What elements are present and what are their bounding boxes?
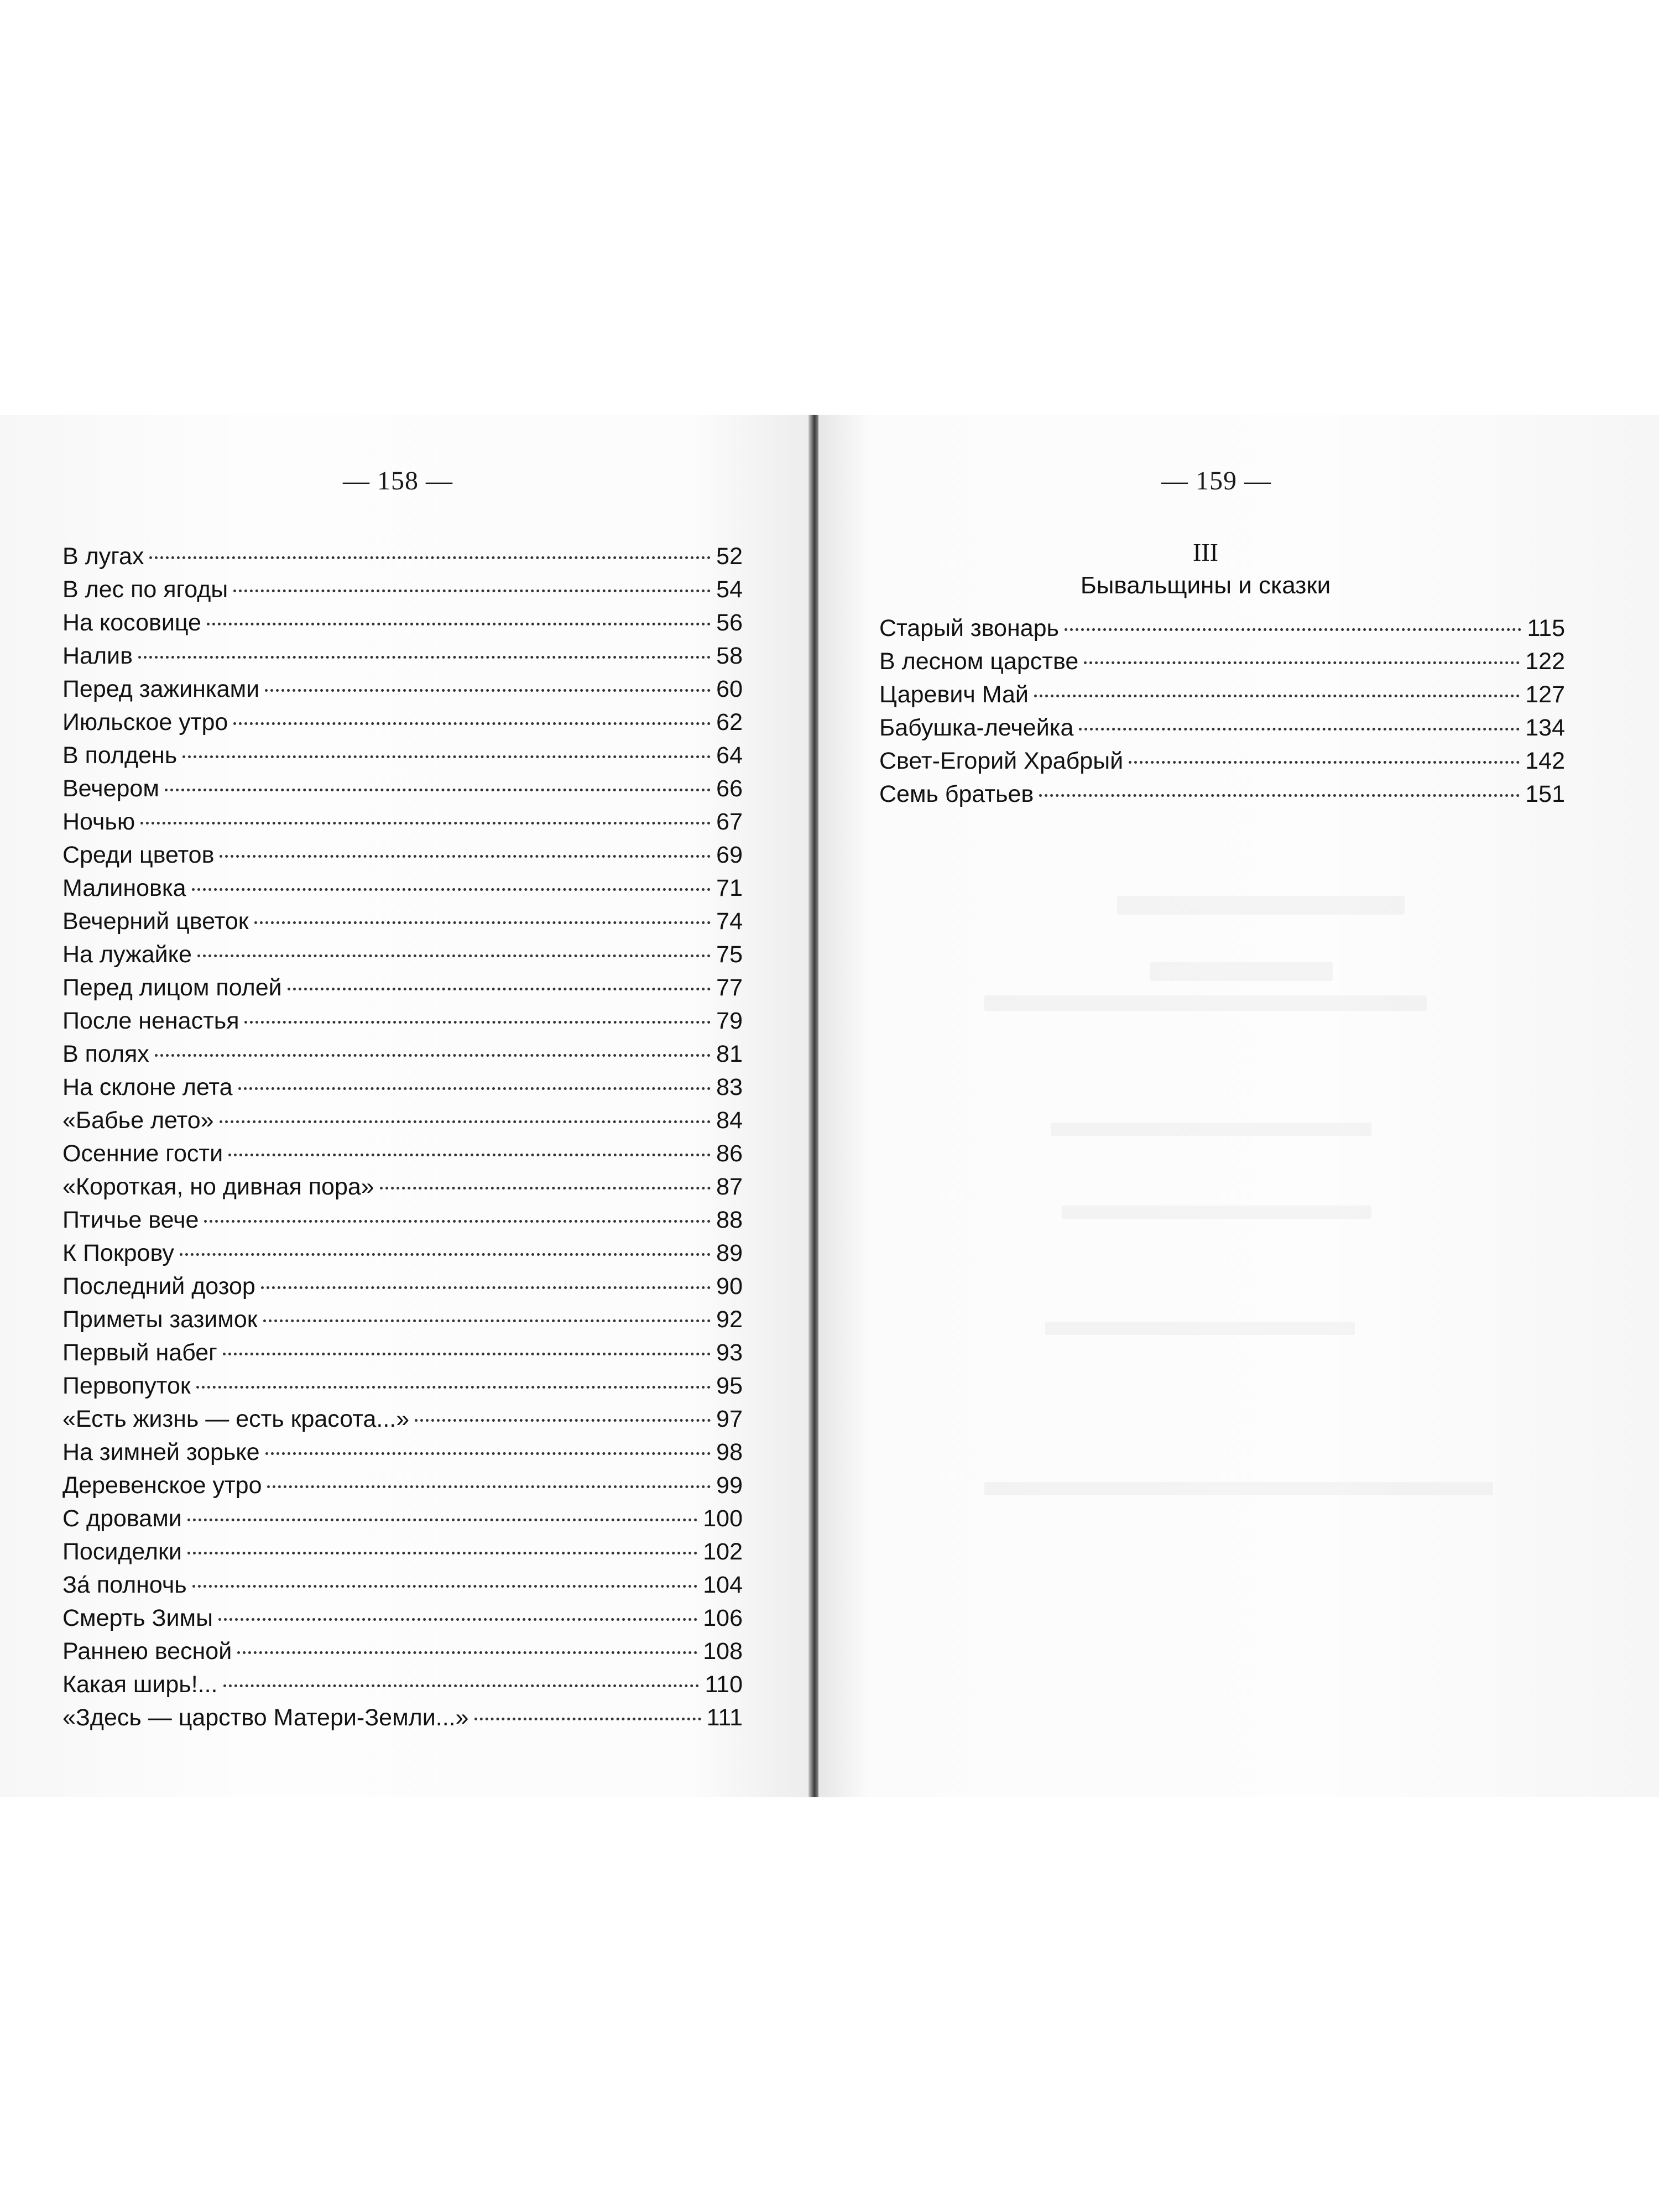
toc-entry-page: 58: [716, 643, 743, 669]
dot-leader: [1034, 695, 1520, 697]
toc-entry-page: 79: [716, 1008, 743, 1034]
toc-entry: [62, 606, 743, 639]
toc-entry: [62, 1502, 743, 1535]
toc-entry: [62, 838, 743, 872]
toc-entry-page: 151: [1525, 781, 1565, 807]
toc-entry-title: Июльское утро: [62, 709, 228, 735]
toc-entry: [62, 1601, 743, 1635]
toc-entry-title: К Покрову: [62, 1240, 174, 1266]
dot-leader: [265, 1452, 711, 1455]
toc-entry-title: Вечерний цветок: [62, 908, 249, 935]
toc-entry-title: Последний дозор: [62, 1273, 255, 1300]
dot-leader: [196, 1386, 711, 1389]
dot-leader: [197, 954, 711, 957]
toc-entry-title: Какая ширь!...: [62, 1671, 218, 1698]
toc-entry-page: 110: [705, 1671, 743, 1698]
toc-entry-page: 89: [716, 1240, 743, 1266]
toc-entry: [879, 744, 1565, 778]
toc-entry: [62, 1336, 743, 1369]
toc-entry: [879, 711, 1565, 744]
section-number: III: [1193, 538, 1218, 566]
toc-entry-title: На зимней зорьке: [62, 1439, 260, 1465]
toc-entry-title: «Здесь — царство Матери-Земли...»: [62, 1704, 469, 1731]
dot-leader: [233, 589, 711, 592]
dot-leader: [267, 1485, 711, 1488]
toc-entry-title: «Короткая, но дивная пора»: [62, 1173, 374, 1200]
toc-entry: [62, 1402, 743, 1436]
toc-entry: [62, 1104, 743, 1137]
toc-entry: [62, 1635, 743, 1668]
dot-leader: [155, 1054, 711, 1057]
toc-entry-title: Свет-Егорий Храбрый: [879, 748, 1124, 774]
toc-entry-title: Малиновка: [62, 875, 186, 901]
toc-entry: [62, 1203, 743, 1237]
dot-leader: [233, 722, 711, 725]
toc-entry: [62, 706, 743, 739]
toc-entry: [62, 739, 743, 772]
toc-entry: [62, 805, 743, 838]
dot-leader: [204, 1220, 711, 1223]
toc-entry: [879, 778, 1565, 811]
dot-leader: [261, 1286, 711, 1289]
toc-entry: [879, 678, 1565, 711]
toc-entry-title: Царевич Май: [879, 681, 1029, 708]
toc-entry-page: 122: [1525, 648, 1565, 675]
toc-entry-page: 83: [716, 1074, 743, 1100]
toc-entry-page: 52: [716, 543, 743, 570]
dot-leader: [288, 988, 711, 990]
toc-entry-title: Среди цветов: [62, 842, 215, 868]
toc-entry: [62, 1137, 743, 1170]
toc-entry-title: «Бабье лето»: [62, 1107, 214, 1134]
toc-entry: [62, 1037, 743, 1071]
toc-entry-page: 69: [716, 842, 743, 868]
toc-entry: [62, 540, 743, 573]
toc-entry-page: 134: [1525, 714, 1565, 741]
toc-entry-page: 87: [716, 1173, 743, 1200]
toc-entry: [62, 1436, 743, 1469]
toc-entry-page: 95: [716, 1373, 743, 1399]
bleed-through-mark: [1062, 1206, 1371, 1219]
toc-entry: [62, 1270, 743, 1303]
dot-leader: [1084, 661, 1520, 664]
toc-entry: [62, 573, 743, 606]
toc-entry-page: 64: [716, 742, 743, 769]
toc-entry-title: На склоне лета: [62, 1074, 233, 1100]
toc-entry-title: С дровами: [62, 1505, 182, 1532]
toc-entry: [879, 645, 1565, 678]
toc-entry-page: 66: [716, 775, 743, 802]
dot-leader: [149, 556, 711, 559]
toc-entry-page: 99: [716, 1472, 743, 1499]
table-of-contents: [62, 540, 743, 1734]
toc-entry-page: 54: [716, 576, 743, 603]
dot-leader: [207, 623, 711, 625]
dot-leader: [223, 1353, 711, 1355]
toc-entry-title: Смерть Зимы: [62, 1605, 213, 1631]
toc-entry-page: 88: [716, 1207, 743, 1233]
bleed-through-mark: [984, 995, 1427, 1011]
bleed-through-mark: [1117, 896, 1405, 915]
toc-entry-title: «Есть жизнь — есть красота...»: [62, 1406, 410, 1432]
toc-entry-page: 84: [716, 1107, 743, 1134]
dot-leader: [380, 1187, 711, 1190]
toc-entry-page: 56: [716, 609, 743, 636]
toc-entry: [62, 938, 743, 971]
dot-leader: [254, 921, 711, 924]
dot-leader: [180, 1253, 711, 1256]
dot-leader: [415, 1419, 711, 1422]
table-of-contents: [879, 612, 1565, 811]
toc-entry-page: 81: [716, 1041, 743, 1067]
dot-leader: [1129, 761, 1520, 764]
toc-entry-page: 115: [1527, 615, 1565, 641]
toc-entry-title: За́ полночь: [62, 1572, 187, 1598]
toc-entry-title: В полдень: [62, 742, 178, 769]
toc-entry-title: Раннею весной: [62, 1638, 232, 1665]
toc-entry-page: 86: [716, 1140, 743, 1167]
page-number: — 159 —: [1161, 466, 1271, 495]
toc-entry: [62, 1535, 743, 1568]
dot-leader: [1079, 728, 1520, 731]
dot-leader: [223, 1684, 700, 1687]
bleed-through-mark: [984, 1482, 1493, 1495]
toc-entry-title: Первопуток: [62, 1373, 191, 1399]
bleed-through-mark: [1150, 962, 1333, 981]
toc-entry-title: В лес по ягоды: [62, 576, 228, 603]
toc-entry-page: 77: [716, 974, 743, 1001]
toc-entry-page: 127: [1525, 681, 1565, 708]
dot-leader: [218, 1618, 697, 1621]
toc-entry-title: Осенние гости: [62, 1140, 223, 1167]
toc-entry: [62, 772, 743, 805]
toc-entry-page: 71: [716, 875, 743, 901]
toc-entry-page: 142: [1525, 748, 1565, 774]
toc-entry-page: 67: [716, 808, 743, 835]
dot-leader: [182, 755, 711, 758]
toc-entry-title: Деревенское утро: [62, 1472, 262, 1499]
toc-entry-page: 97: [716, 1406, 743, 1432]
dot-leader: [244, 1021, 711, 1024]
toc-entry: [62, 1071, 743, 1104]
left-page: [0, 415, 813, 1797]
toc-entry: [62, 872, 743, 905]
dot-leader: [165, 789, 711, 791]
toc-entry: [62, 1237, 743, 1270]
toc-entry-title: В лугах: [62, 543, 144, 570]
toc-entry: [62, 971, 743, 1004]
toc-entry: [62, 1701, 743, 1734]
toc-entry-title: Бабушка-лечейка: [879, 714, 1074, 741]
toc-entry-page: 90: [716, 1273, 743, 1300]
dot-leader: [220, 1120, 711, 1123]
dot-leader: [238, 1087, 711, 1090]
toc-entry-title: После ненастья: [62, 1008, 239, 1034]
toc-entry-title: Птичье вече: [62, 1207, 199, 1233]
toc-entry-page: 75: [716, 941, 743, 968]
toc-entry: [879, 612, 1565, 645]
toc-entry: [62, 1369, 743, 1402]
toc-entry-page: 100: [703, 1505, 743, 1532]
section-title: Бывальщины и сказки: [1080, 572, 1331, 599]
bleed-through-mark: [1045, 1322, 1355, 1335]
toc-entry: [62, 1469, 743, 1502]
toc-entry: [62, 1668, 743, 1701]
toc-entry: [62, 1004, 743, 1037]
toc-entry-title: На косовице: [62, 609, 201, 636]
toc-entry-page: 104: [703, 1572, 743, 1598]
toc-entry-title: Старый звонарь: [879, 615, 1059, 641]
toc-entry-page: 74: [716, 908, 743, 935]
toc-entry-title: В лесном царстве: [879, 648, 1079, 675]
toc-entry-page: 93: [716, 1339, 743, 1366]
toc-entry-title: На лужайке: [62, 941, 192, 968]
dot-leader: [187, 1552, 697, 1554]
toc-entry-page: 98: [716, 1439, 743, 1465]
dot-leader: [140, 822, 711, 825]
dot-leader: [192, 1585, 698, 1588]
dot-leader: [228, 1154, 711, 1156]
toc-entry-page: 108: [703, 1638, 743, 1665]
toc-entry-title: Перед зажинками: [62, 676, 260, 702]
toc-entry: [62, 1170, 743, 1203]
bleed-through-mark: [1051, 1123, 1371, 1136]
toc-entry-page: 62: [716, 709, 743, 735]
toc-entry-title: Семь братьев: [879, 781, 1034, 807]
toc-entry-page: 106: [703, 1605, 743, 1631]
dot-leader: [192, 888, 711, 891]
dot-leader: [1065, 628, 1522, 631]
toc-entry-title: Ночью: [62, 808, 135, 835]
dot-leader: [1039, 794, 1520, 797]
dot-leader: [265, 689, 711, 692]
toc-entry-title: Первый набег: [62, 1339, 217, 1366]
dot-leader: [138, 656, 711, 659]
toc-entry-title: Приметы зазимок: [62, 1306, 258, 1333]
toc-entry-title: Вечером: [62, 775, 159, 802]
toc-entry-page: 92: [716, 1306, 743, 1333]
toc-entry-page: 111: [706, 1704, 743, 1731]
toc-entry: [62, 639, 743, 672]
right-page: [818, 415, 1659, 1797]
toc-entry-title: Посиделки: [62, 1538, 182, 1565]
toc-entry-title: Налив: [62, 643, 133, 669]
toc-entry: [62, 1303, 743, 1336]
toc-entry-page: 102: [703, 1538, 743, 1565]
dot-leader: [220, 855, 711, 858]
dot-leader: [237, 1651, 697, 1654]
toc-entry: [62, 672, 743, 706]
dot-leader: [187, 1519, 697, 1521]
toc-entry-page: 60: [716, 676, 743, 702]
toc-entry-title: Перед лицом полей: [62, 974, 282, 1001]
dot-leader: [263, 1319, 711, 1322]
toc-entry-title: В полях: [62, 1041, 149, 1067]
page-number: — 158 —: [343, 466, 453, 495]
toc-entry: [62, 1568, 743, 1601]
dot-leader: [474, 1718, 701, 1720]
toc-entry: [62, 905, 743, 938]
